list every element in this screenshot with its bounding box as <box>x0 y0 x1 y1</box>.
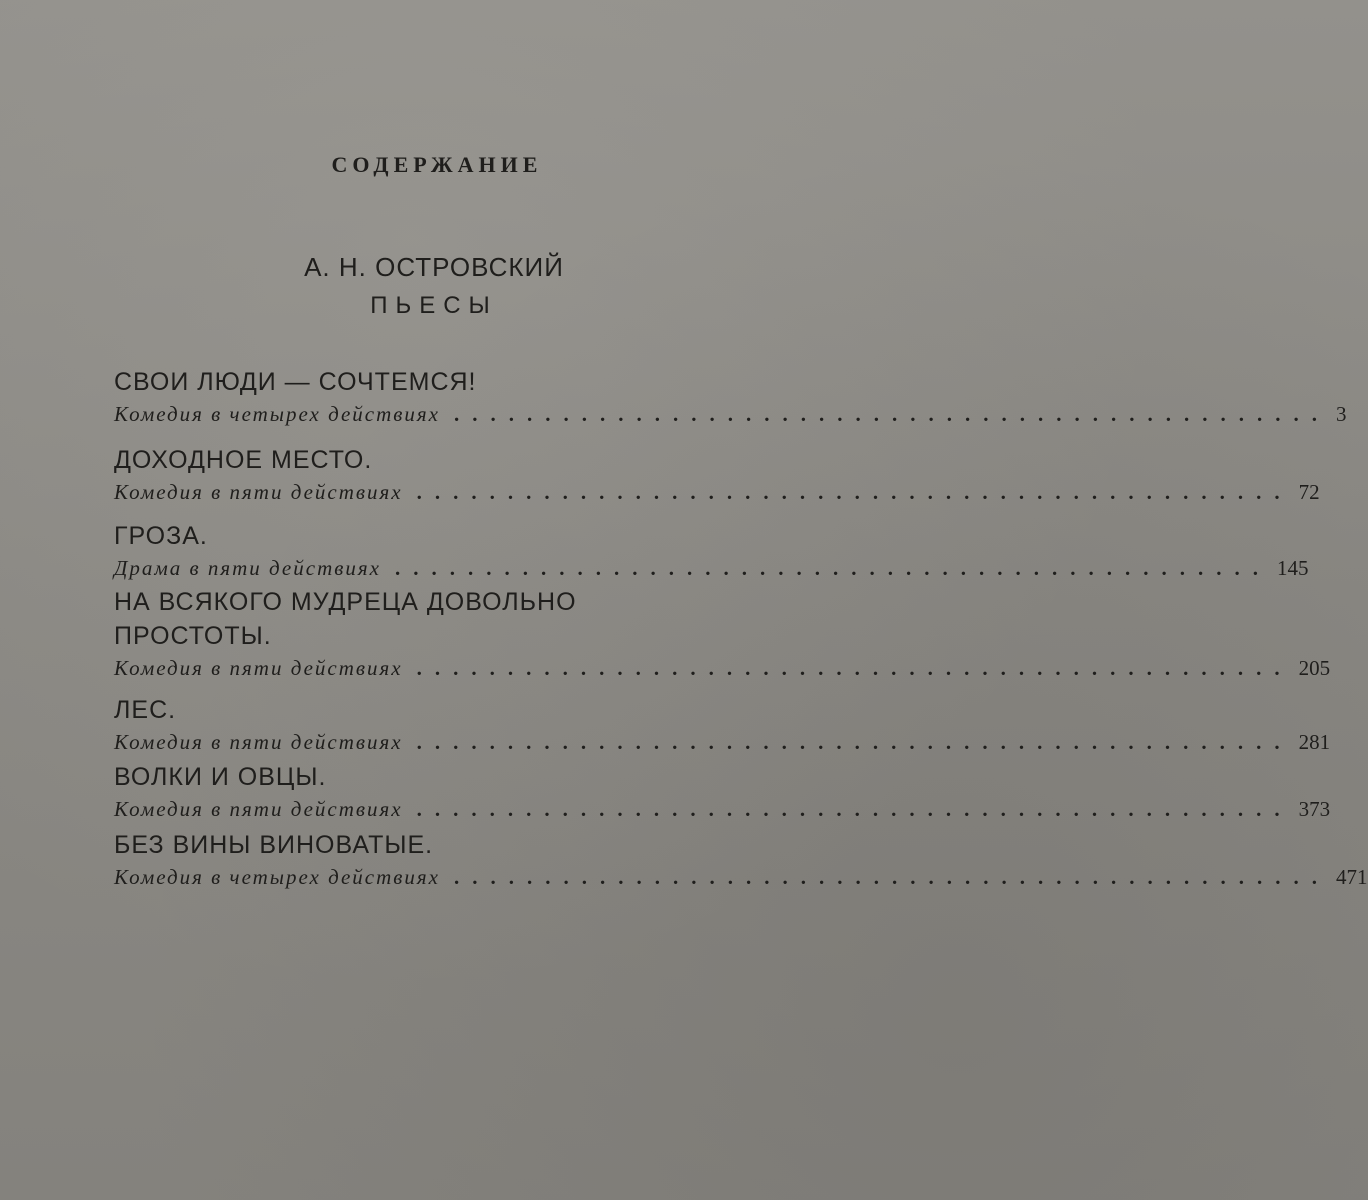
play-subtitle: Комедия в пяти действиях <box>114 480 403 504</box>
toc-entry <box>114 693 1331 757</box>
dot-leader: ................................................ <box>416 730 1293 754</box>
play-subtitle: Комедия в пяти действиях <box>114 730 403 754</box>
play-title-continuation: ПРОСТОТЫ. <box>114 622 272 650</box>
toc-line <box>114 653 1331 683</box>
toc-entry <box>114 828 1368 892</box>
toc-entry <box>114 585 1331 683</box>
toc-line <box>114 727 1331 757</box>
toc-line <box>114 399 1347 429</box>
page-number: 72 <box>1298 480 1320 504</box>
dot-leader: ................................................ <box>416 480 1293 504</box>
toc-line <box>114 862 1368 892</box>
page-number: 205 <box>1298 656 1331 680</box>
toc-entry <box>114 365 1347 429</box>
dot-leader: ................................................ <box>416 656 1293 680</box>
dot-leader: ................................................ <box>454 865 1330 889</box>
toc-entry <box>114 760 1331 824</box>
play-title: ВОЛКИ И ОВЦЫ. <box>114 763 327 791</box>
toc-line <box>114 553 1309 583</box>
play-subtitle: Комедия в пяти действиях <box>114 656 403 680</box>
play-title: ДОХОДНОЕ МЕСТО. <box>114 446 373 474</box>
toc-line <box>114 477 1320 507</box>
dot-leader: ................................................ <box>454 402 1330 426</box>
play-title: НА ВСЯКОГО МУДРЕЦА ДОВОЛЬНО <box>114 588 577 616</box>
contents-heading: СОДЕРЖАНИЕ <box>331 152 543 177</box>
play-subtitle: Драма в пяти действиях <box>114 556 381 580</box>
section-title: ПЬЕСЫ <box>370 292 498 319</box>
page-number: 145 <box>1276 556 1309 580</box>
play-subtitle: Комедия в пяти действиях <box>114 797 403 821</box>
toc-line <box>114 794 1331 824</box>
author-name: А. Н. ОСТРОВСКИЙ <box>304 252 564 282</box>
page-number: 471 <box>1336 865 1368 889</box>
play-title: ЛЕС. <box>114 696 177 724</box>
play-subtitle: Комедия в четырех действиях <box>114 402 440 426</box>
play-title: ГРОЗА. <box>114 522 208 550</box>
page-number: 281 <box>1298 730 1331 754</box>
dot-leader: ................................................ <box>394 556 1271 580</box>
play-subtitle: Комедия в четырех действиях <box>114 865 440 889</box>
page-number: 3 <box>1336 402 1347 426</box>
toc-entry <box>114 443 1320 507</box>
play-title: БЕЗ ВИНЫ ВИНОВАТЫЕ. <box>114 831 434 859</box>
play-title: СВОИ ЛЮДИ — СОЧТЕМСЯ! <box>114 368 477 396</box>
toc-entry <box>114 519 1309 583</box>
dot-leader: ................................................ <box>416 797 1293 821</box>
page-number: 373 <box>1298 797 1331 821</box>
